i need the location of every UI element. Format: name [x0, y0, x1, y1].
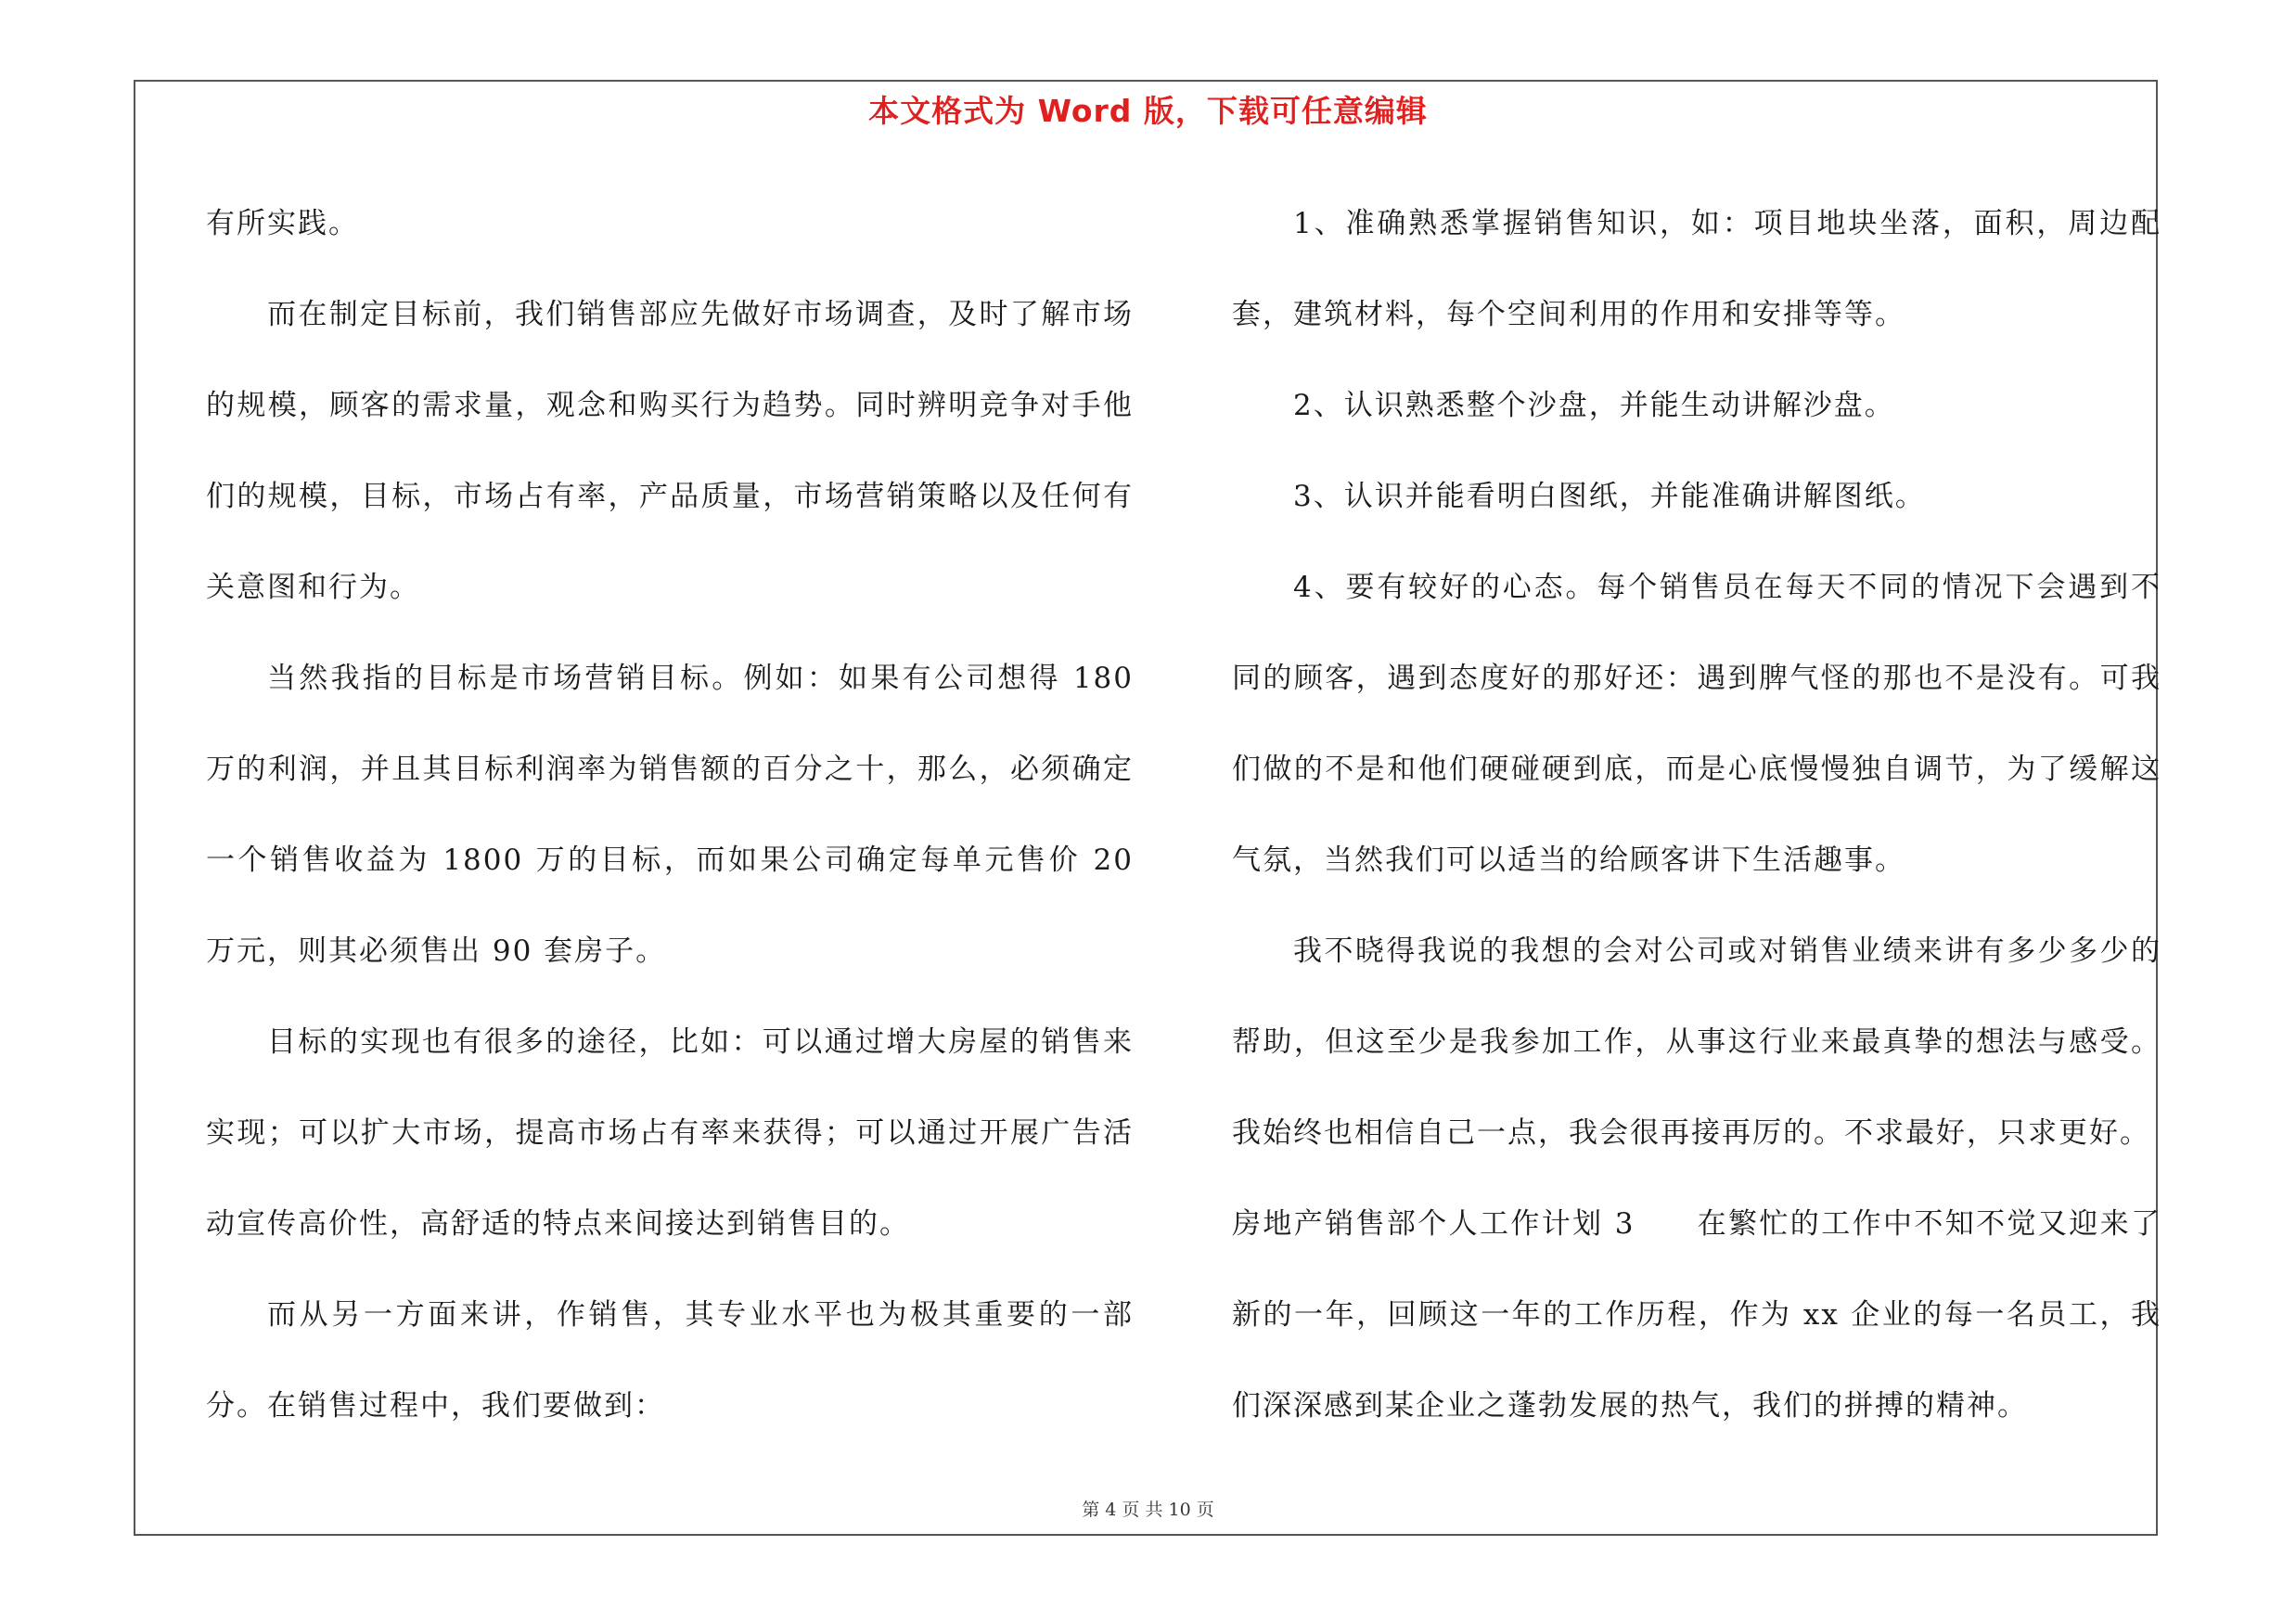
document-banner: 本文格式为 Word 版，下载可任意编辑	[868, 93, 1428, 129]
paragraph: 房地产销售部个人工作计划 3 在繁忙的工作中不知不觉又迎来了新的一年，回顾这一年的工作历程，作为 xx 企业的每一名员工，我们深深感到某企业之蓬勃发展的热气，我们的拼搏的精神。	[1232, 1207, 2161, 1423]
paragraph: 目标的实现也有很多的途径，比如：可以通过增大房屋的销售来实现；可以扩大市场，提高市场占有率来获得；可以通过开展广告活动宣传高价性，高舒适的特点来间接达到销售目的。	[206, 1025, 1134, 1241]
page-number-footer: 第 4 页 共 10 页	[1082, 1500, 1214, 1520]
paragraph: 而在制定目标前，我们销售部应先做好市场调查，及时了解市场的规模，顾客的需求量，观念和购买行为趋势。同时辨明竞争对手他们的规模，目标，市场占有率，产品质量，市场营销策略以及任何有关意图和行为。	[206, 298, 1134, 604]
paragraph: 2、认识熟悉整个沙盘，并能生动讲解沙盘。	[1293, 389, 1895, 422]
paragraph: 我不晓得我说的我想的会对公司或对销售业绩来讲有多少多少的帮助，但这至少是我参加工作，从事这行业来最真挚的想法与感受。我始终也相信自己一点，我会很再接再厉的。不求最好，只求更好。	[1232, 934, 2161, 1150]
paragraph: 而从另一方面来讲，作销售，其专业水平也为极其重要的一部分。在销售过程中，我们要做到：	[206, 1298, 1134, 1423]
paragraph: 有所实践。	[206, 207, 359, 240]
paragraph: 4、要有较好的心态。每个销售员在每天不同的情况下会遇到不同的顾客，遇到态度好的那好还：遇到脾气怪的那也不是没有。可我们做的不是和他们硬碰硬到底，而是心底慢慢独自调节，为了缓解这气氛，当然我们可以适当的给顾客讲下生活趣事。	[1232, 571, 2161, 877]
right-text-column	[1232, 178, 2161, 1451]
paragraph: 3、认识并能看明白图纸，并能准确讲解图纸。	[1293, 480, 1926, 513]
paragraph: 1、准确熟悉掌握销售知识，如：项目地块坐落，面积，周边配套，建筑材料，每个空间利用的作用和安排等等。	[1232, 207, 2161, 331]
paragraph: 当然我指的目标是市场营销目标。例如：如果有公司想得 180 万的利润，并且其目标利润率为销售额的百分之十，那么，必须确定一个销售收益为 1800 万的目标，而如果公司确定每单元售价 20 万元，则其必须售出 90 套房子。	[206, 662, 1134, 968]
left-text-column	[206, 178, 1134, 1451]
